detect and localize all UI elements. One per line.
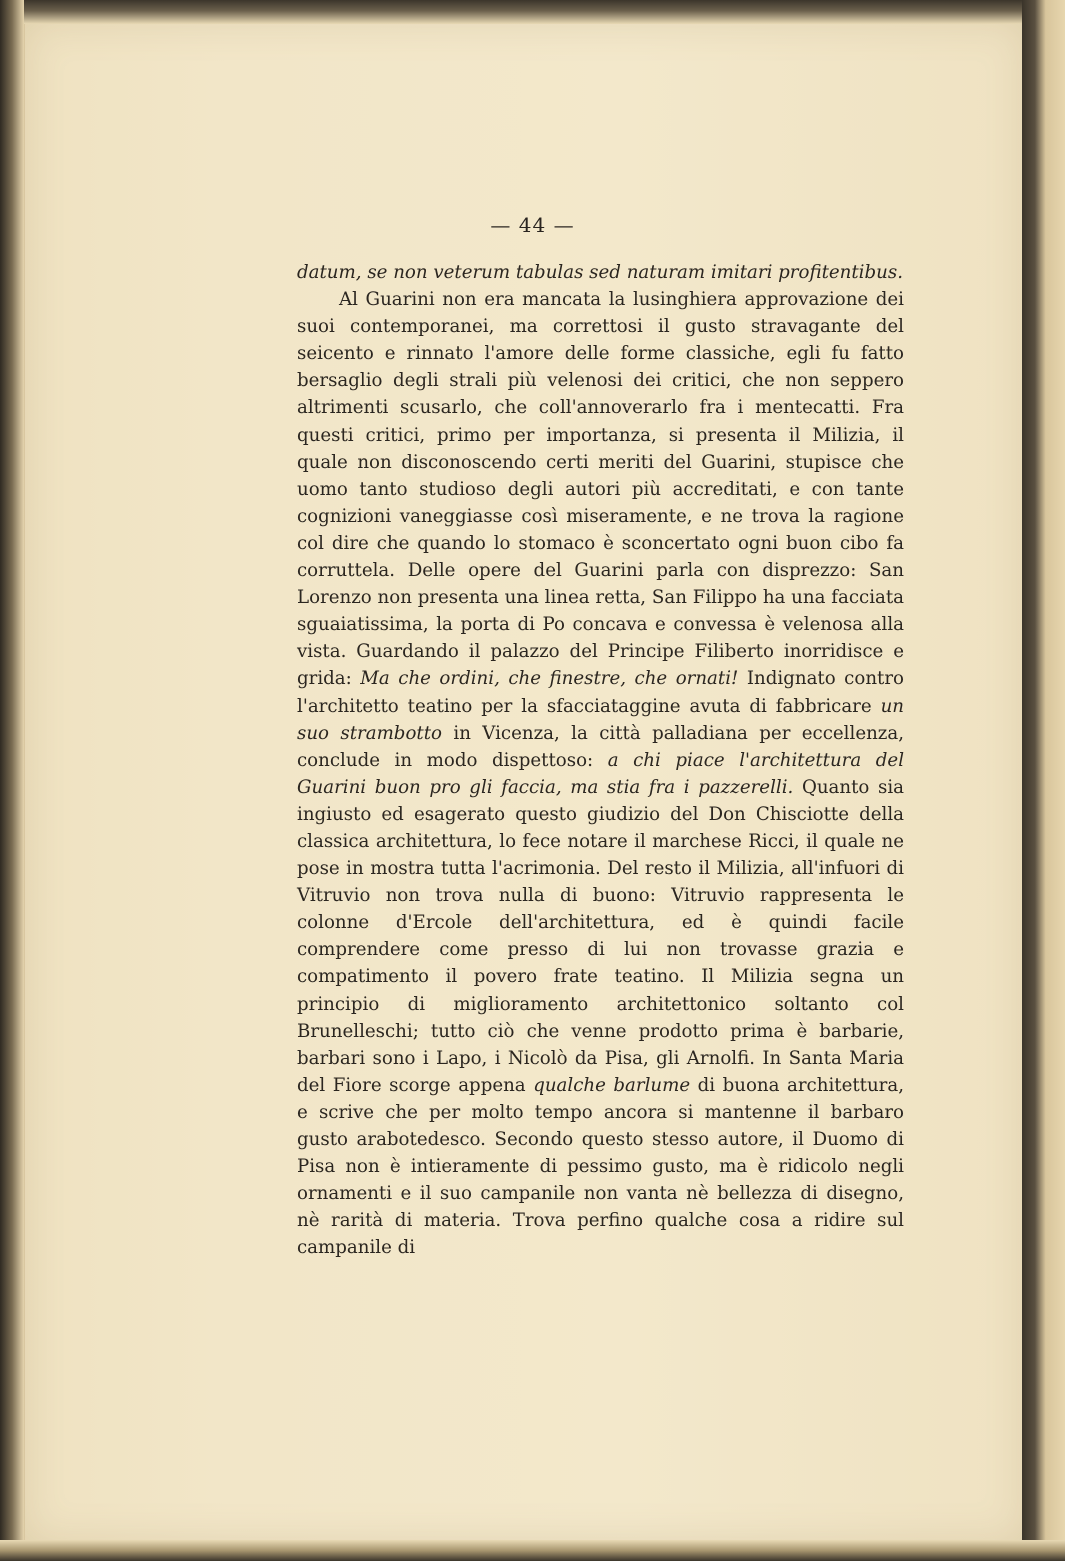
text-run: Quanto sia ingiusto ed esagerato questo giudizio del Don Chisciotte della classica architettura, lo fece notare il marchese Ricci, il quale ne pose in mostra tutta l'acrimonia. Del resto il Milizia, all'infuori di Vitruvio non trova nulla di buono: Vitruvio rappresenta le colonne d'Ercole dell'architettura, ed è quindi facile comprendere come presso di lui non trovasse grazia e compatimento il povero frate teatino. Il Milizia segna un principio di miglioramento architettonico soltanto col Brunelleschi; tutto ciò che venne prodotto prima è barbarie, barbari sono i Lapo, i Nicolò da Pisa, gli Arnolfi. In Santa Maria del Fiore scorge appena (297, 776, 904, 1096)
opening-fragment: datum, se non veterum tabulas sed naturam imitari profitentibus. (297, 262, 903, 283)
page-bottom-edge (0, 1540, 1065, 1561)
main-paragraph (297, 286, 904, 1261)
page-number: — 44 — (490, 213, 575, 237)
italic-quote: a chi piace l'architettura del Guarini buon pro gli faccia, ma stia fra i pazzerelli. (297, 749, 905, 798)
text-run: Al Guarini non era mancata la lusinghiera approvazione dei suoi contemporanei, ma correttosi il gusto stravagante del seicento e rinnato l'amore delle forme classiche, egli fu fatto bersaglio degli strali più velenosi dei critici, che non seppero altrimenti scusarlo, che coll'annoverarlo fra i mentecatti. Fra questi critici, primo per importanza, si presenta il Milizia, il quale non disconoscendo certi meriti del Guarini, stupisce che uomo tanto studioso degli autori più accreditati, e con tante cognizioni vaneggiasse così miseramente, e ne trova la ragione col dire che quando lo stomaco è sconcertato ogni buon cibo fa corruttela. Delle opere del Guarini parla con disprezzo: San Lorenzo non presenta una linea retta, San Filippo ha una facciata sguaiatissima, la porta di Po concava e convessa è velenosa alla vista. Guardando il palazzo del Principe Filiberto inorridisce e grida: (297, 289, 904, 690)
page-top-edge (0, 0, 1065, 24)
italic-quote: Ma che ordini, che finestre, che ornati! (360, 668, 739, 690)
italic-quote: un suo strambotto (297, 695, 904, 744)
body-text (297, 259, 904, 1261)
text-run: in Vicenza, la città palladiana per eccellenza, conclude in modo dispettoso: (297, 722, 904, 771)
text-run: di buona architettura, e scrive che per molto tempo ancora si mantenne il barbaro gusto arabotedesco. Secondo questo stesso autore, il Duomo di Pisa non è intieramente di pessimo gusto, ma è ridicolo negli ornamenti e il suo campanile non vanta nè bellezza di disegno, nè rarità di materia. Trova perfino qualche cosa a ridire sul campanile di (297, 1074, 904, 1259)
italic-quote: qualche barlume (533, 1074, 691, 1096)
text-run: Indignato contro l'architetto teatino per la sfacciataggine avuta di fabbricare (297, 668, 904, 717)
